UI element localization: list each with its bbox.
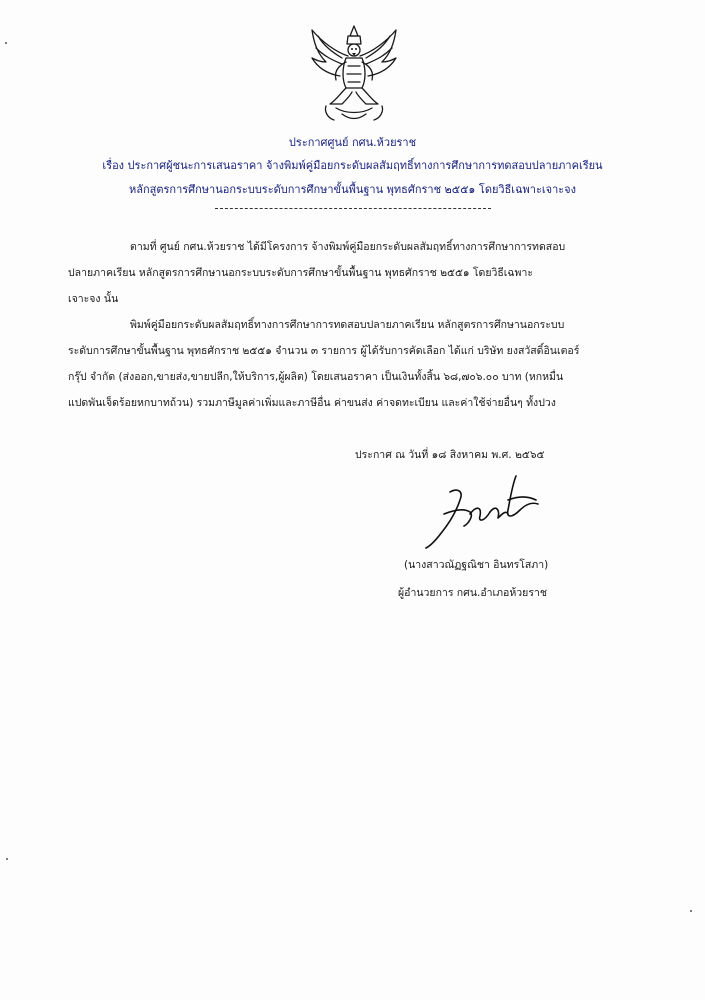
para2-line-3: กรุ๊ป จำกัด (ส่งออก,ขายส่ง,ขายปลีก,ให้บริการ,ผู้ผลิต) โดยเสนอราคา เป็นเงินทั้งสิ้น ๖๘,๗๐๖.๐๐ บาท (หกหมื่น [68,371,564,383]
subject-line-1: เรื่อง ประกาศผู้ชนะการเสนอราคา จ้างพิมพ์คู่มือยกระดับผลสัมฤทธิ์ทางการศึกษาการทดสอบปลายภาคเรียน [102,159,603,172]
scan-speck [5,42,7,44]
para1-line-2: ปลายภาคเรียน หลักสูตรการศึกษานอกระบบระดับการศึกษาขั้นพื้นฐาน พุทธศักราช ๒๕๕๑ โดยวิธีเฉพาะ [68,267,534,279]
subject-line-2: หลักสูตรการศึกษานอกระบบระดับการศึกษาขั้นพื้นฐาน พุทธศักราช ๒๕๕๑ โดยวิธีเฉพาะเจาะจง [129,183,576,196]
para1-line-1: ตามที่ ศูนย์ กศน.ห้วยราช ได้มีโครงการ จ้างพิมพ์คู่มือยกระดับผลสัมฤทธิ์ทางการศึกษาการทดสอบ [130,241,566,253]
announcement-date: ประกาศ ณ วันที่ ๑๘ สิงหาคม พ.ศ. ๒๕๖๕ [355,449,545,461]
handwritten-signature [420,470,550,552]
signatory-title: ผู้อำนวยการ กศน.อำเภอห้วยราช [398,587,547,599]
para2-line-2: ระดับการศึกษาขั้นพื้นฐาน พุทธศักราช ๒๕๕๑ จำนวน ๓ รายการ ผู้ได้รับการคัดเลือก ได้แก่ บริษัท ยงสวัสดิ์อินเตอร์ [68,345,580,357]
para1-line-3: เจาะจง นั้น [68,293,119,305]
signatory-name: (นางสาวณัฏฐณิชา อินทรโสภา) [404,559,549,571]
para2-line-4: แปดพันเจ็ดร้อยหกบาทถ้วน) รวมภาษีมูลค่าเพิ่มและภาษีอื่น ค่าขนส่ง ค่าจดทะเบียน และค่าใช้จ่ายอื่นๆ ทั้งปวง [68,397,556,409]
document-title: ประกาศศูนย์ กศน.ห้วยราช [288,136,417,149]
para2-line-1: พิมพ์คู่มือยกระดับผลสัมฤทธิ์ทางการศึกษาการทดสอบปลายภาคเรียน หลักสูตรการศึกษานอกระบบ [130,319,565,331]
scan-speck [690,910,692,912]
scan-speck [6,858,8,860]
garuda-emblem-icon [306,22,402,126]
divider-line [215,208,491,209]
